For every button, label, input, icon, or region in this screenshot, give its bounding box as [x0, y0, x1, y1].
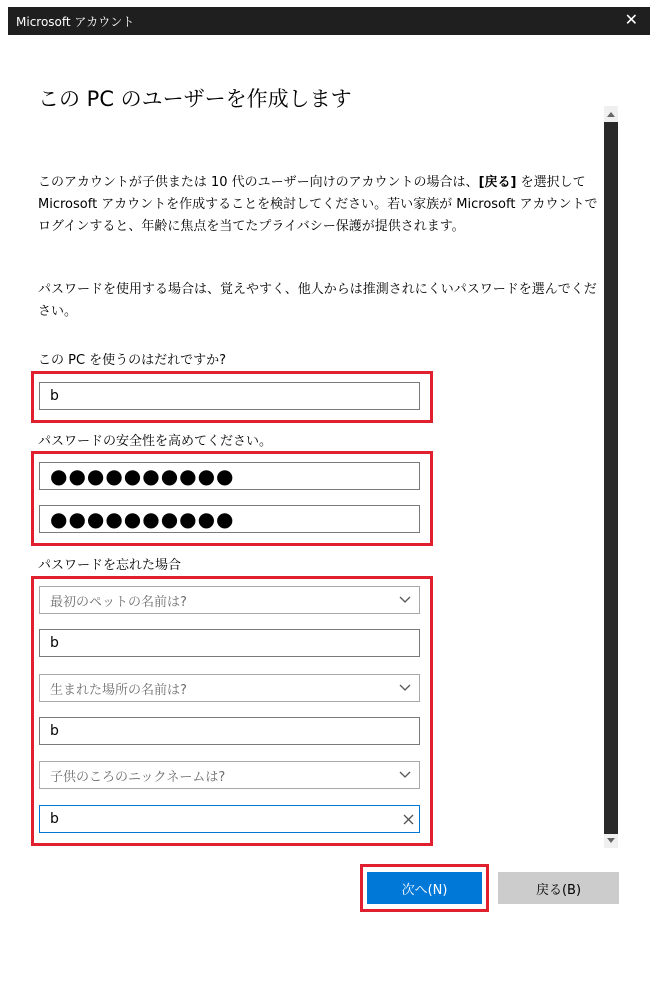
chevron-down-icon: [391, 771, 419, 779]
security-answer-1-value: b: [50, 635, 59, 651]
window-title: Microsoft アカウント: [16, 15, 135, 29]
recovery-label: パスワードを忘れた場合: [38, 558, 182, 573]
password-advice: パスワードを使用する場合は、覚えやすく、他人からは推測されにくいパスワードを選んでください。: [38, 282, 597, 319]
user-name-label: この PC を使うのはだれですか?: [38, 353, 227, 368]
scrollbar-thumb[interactable]: [604, 122, 618, 834]
page-title: この PC のユーザーを作成します: [38, 87, 352, 111]
password-input[interactable]: [39, 462, 420, 490]
security-question-3-select[interactable]: [39, 761, 420, 789]
child-account-note-before: このアカウントが子供または 10 代のユーザー向けのアカウントの場合は、: [38, 175, 479, 190]
security-answer-3-value: b: [50, 811, 59, 827]
chevron-down-icon: [391, 684, 419, 692]
username-input[interactable]: [39, 382, 420, 410]
scroll-up-icon[interactable]: [604, 106, 618, 122]
window-titlebar: [8, 7, 650, 35]
confirm-password-input[interactable]: [39, 505, 420, 533]
security-question-1-select[interactable]: [39, 586, 420, 614]
child-account-note-after: を選択して Microsoft アカウントを作成することを検討してください。若い家族が Microsoft アカウントでログインすると、年齢に焦点を当てたプライバシー保護が提供されます。: [38, 175, 598, 234]
security-answer-1-input[interactable]: [39, 629, 420, 657]
security-question-2-text: 生まれた場所の名前は?: [50, 682, 187, 698]
security-answer-2-input[interactable]: [39, 717, 420, 745]
close-icon[interactable]: ✕: [624, 10, 638, 29]
chevron-down-icon: [391, 596, 419, 604]
security-answer-2-value: b: [50, 723, 59, 739]
next-button[interactable]: 次へ(N): [367, 872, 482, 904]
vertical-scrollbar[interactable]: [604, 106, 618, 848]
security-question-3-text: 子供のころのニックネームは?: [50, 769, 226, 785]
password-label: パスワードの安全性を高めてください。: [38, 434, 273, 449]
confirm-password-value: ●●●●●●●●●●: [50, 507, 235, 531]
back-reference: [戻る]: [478, 175, 517, 190]
password-value: ●●●●●●●●●●: [50, 464, 235, 488]
clear-icon[interactable]: [397, 810, 419, 829]
scroll-down-icon[interactable]: [604, 832, 618, 848]
back-button[interactable]: 戻る(B): [498, 872, 619, 904]
child-account-note: [38, 172, 604, 238]
security-question-1-text: 最初のペットの名前は?: [50, 594, 187, 610]
username-value: b: [50, 388, 59, 404]
security-answer-3-input[interactable]: [39, 805, 420, 833]
security-question-2-select[interactable]: [39, 674, 420, 702]
